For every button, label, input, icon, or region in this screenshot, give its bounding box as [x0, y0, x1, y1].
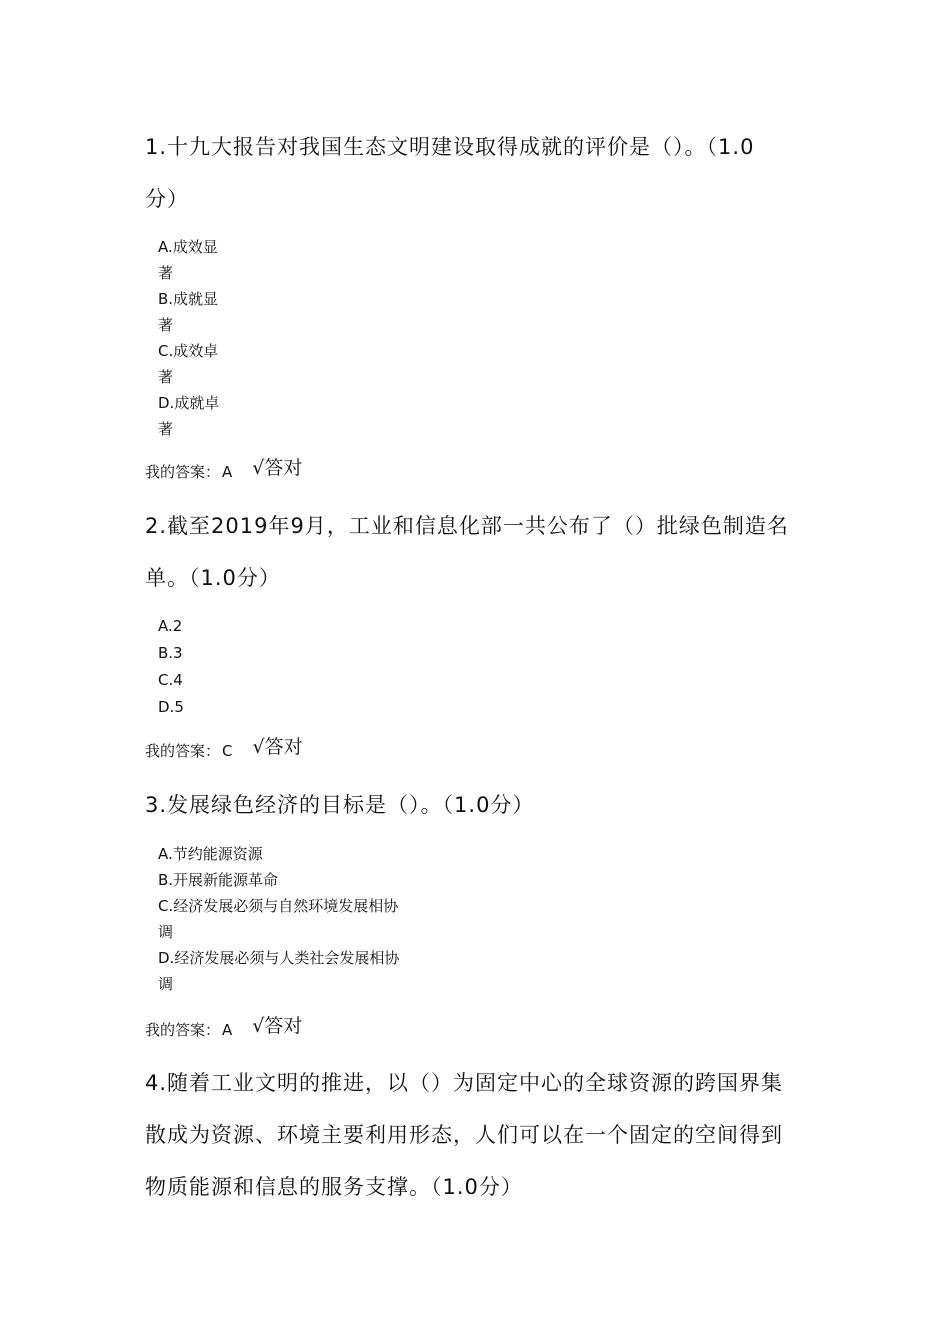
- question-title-line: 4.随着工业文明的推进，以（）为固定中心的全球资源的跨国界集: [145, 1071, 784, 1095]
- answer-label: 我的答案：: [145, 463, 221, 481]
- question-title: [145, 500, 815, 604]
- answer-result: √答对: [252, 736, 303, 758]
- option-b: B.3: [158, 644, 183, 662]
- option-a: A.节约能源资源: [158, 845, 263, 863]
- question-title-line: 单。（1.0分）: [145, 566, 281, 590]
- option-list: [158, 234, 238, 442]
- question-title: [145, 121, 815, 225]
- answer-value: A: [222, 463, 233, 481]
- question-title-line: 散成为资源、环境主要利用形态，人们可以在一个固定的空间得到: [145, 1123, 783, 1147]
- option-c: C.成效卓 著: [158, 342, 219, 386]
- answer-result: √答对: [252, 1015, 303, 1037]
- option-b: B.成就显 著: [158, 290, 219, 334]
- option-c: C.经济发展必须与自然环境发展相协 调: [158, 897, 399, 941]
- answer-value: C: [222, 742, 233, 760]
- option-c: C.4: [158, 671, 183, 689]
- answer-label: 我的答案：: [145, 1021, 221, 1039]
- answer-result: √答对: [252, 457, 303, 479]
- option-d: D.成就卓 著: [158, 394, 220, 438]
- my-answer: [145, 1014, 302, 1041]
- question-title-line: 物质能源和信息的服务支撑。（1.0分）: [145, 1175, 523, 1199]
- my-answer: [145, 456, 302, 483]
- my-answer: [145, 735, 303, 762]
- answer-value: A: [222, 1021, 233, 1039]
- option-d: D.经济发展必须与人类社会发展相协 调: [158, 949, 400, 993]
- option-a: A.成效显 著: [158, 238, 218, 282]
- question-title: [145, 1057, 815, 1213]
- question-title-line: 3.发展绿色经济的目标是（）。（1.0分）: [145, 793, 535, 817]
- option-d: D.5: [158, 698, 184, 716]
- answer-label: 我的答案：: [145, 742, 221, 760]
- option-list: [158, 841, 458, 997]
- question-title-line: 1.十九大报告对我国生态文明建设取得成就的评价是（）。（1.0: [145, 135, 755, 159]
- option-a: A.2: [158, 617, 183, 635]
- option-b: B.开展新能源革命: [158, 871, 279, 889]
- option-list: [158, 613, 278, 721]
- question-title: [145, 779, 815, 831]
- question-title-line: 分）: [145, 187, 189, 211]
- question-title-line: 2.截至2019年9月，工业和信息化部一共公布了（）批绿色制造名: [145, 514, 789, 538]
